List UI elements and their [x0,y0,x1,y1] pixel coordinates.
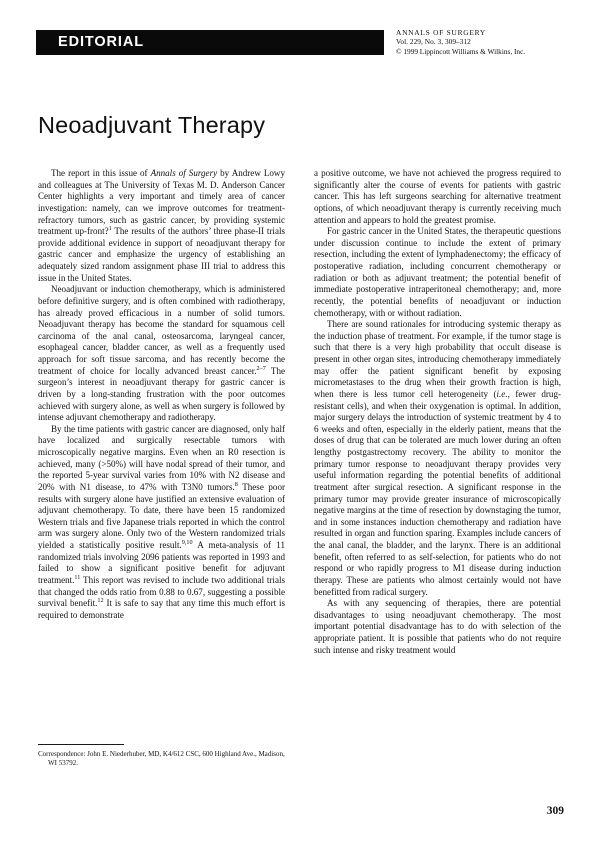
journal-citation-block [396,28,564,56]
body-column-right [314,168,561,656]
body-column-left [38,168,285,621]
page-number: 309 [546,805,564,817]
body-paragraph: a positive outcome, we have not achieved the progress required to significantly alter the course of events for patients with gastric cancer. This has left surgeons searching for alternative treatment options, of which neoadjuvant therapy is currently receiving much attention and appears to hold the greatest promise. [314,168,561,225]
editorial-section-bar [36,30,384,55]
journal-copyright-line: © 1999 Lippincott Williams & Wilkins, Inc. [396,46,526,56]
page-title: Neoadjuvant Therapy [38,111,266,138]
body-paragraph: For gastric cancer in the United States, the therapeutic questions under discussion continue to include the extent of primary resection, including the extent of lymphadenectomy; the efficacy of postoperative radiation, including concurrent chemotherapy or radiation or both as adjuvant treatment; the potential benefit of immediate postoperative intraperitoneal chemotherapy; and, more recently, the potential benefits of neoadjuvant or induction chemotherapy, with or without radiation. [314,226,561,318]
editorial-label: EDITORIAL [58,34,144,50]
correspondence-text: Correspondence: John E. Niederhuber, MD, K4/612 CSC, 600 Highland Ave., Madison, WI 53792. [38,750,285,768]
body-paragraph: Neoadjuvant or induction chemotherapy, which is administered before definitive surgery, and is often combined with radiotherapy, has already proved efficacious in a number of solid tumors. Neoadjuvant therapy has become the standard for squamous cell carcinoma of the anal canal, osteosarcoma, laryngeal cancer, esophageal cancer, bladder cancer, as well as a frequently used approach for soft tissue sarcoma, and has recently become the treatment of choice for locally advanced breast cancer.$^{2-7}$ The surgeon’s interest in neoadjuvant therapy for gastric cancer is driven by a long-standing frustration with the poor outcomes achieved with surgery alone, as well as when surgery is followed by intense adjuvant chemotherapy and radiotherapy. [38,284,285,423]
body-paragraph: As with any sequencing of therapies, there are potential disadvantages to using neoadjuvant chemotherapy. The most important potential disadvantage has to do with selection of the appropriate patient. It is possible that patients who do not require such intense and risky treatment would [314,598,561,655]
correspondence-footnote [38,744,285,768]
footnote-rule [38,744,124,745]
masthead [36,30,564,58]
journal-name: ANNALS OF SURGERY [396,28,486,37]
body-paragraph: By the time patients with gastric cancer are diagnosed, only half have localized and surgically resectable tumors with microscopically negative margins. Even when an R0 resection is achieved, many (>50%) will have nodal spread of their tumor, and the reported 5-year survival varies from 10% with N2 disease and 20% with N1 disease, to 47% with T3N0 tumors.$^8$ These poor results with surgery alone have justified an extensive evaluation of adjuvant chemotherapy. To date, there have been 15 randomized Western trials and five Japanese trials reported in which the control arm was surgery alone. Only two of the Western randomized trials yielded a statistically positive result.$^{9,10}$ A meta-analysis of 11 randomized trials involving 2096 patients was reported in 1993 and failed to show a significant positive benefit for adjuvant treatment.$^{11}$ This report was revised to include two additional trials that changed the odds ratio from 0.88 to 0.67, suggesting a possible survival benefit.$^{12}$ It is safe to say that any time this much effort is required to demonstrate [38,423,285,620]
body-paragraph: The report in this issue of Annals of Surgery by Andrew Lowy and colleagues at The University of Texas M. D. Anderson Cancer Center highlights a very important and timely area of cancer investigation: namely, can we improve outcomes for treatment-refractory tumors, such as gastric cancer, by providing systemic treatment up-front?$^1$ The results of the authors’ three phase-II trials provide additional evidence in support of neoadjuvant therapy for gastric cancer and emphasize the urgency of establishing an adequately sized random assignment phase III trial to address this issue in the United States. [38,168,285,283]
journal-volume-line: Vol. 229, No. 3, 309–312 [396,37,471,47]
body-paragraph: There are sound rationales for introducing systemic therapy as the induction phase of treatment. For example, if the tumor stage is such that there is a very high probability that occult disease is present in other organ sites, introducing chemotherapy immediately may offer the patient significant benefit by exposing micrometastases to the drug when their growth fraction is high, when there is less tumor cell heterogeneity (i.e., fewer drug-resistant cells), and when their oxygenation is optimal. In addition, major surgery delays the introduction of systemic treatment by 4 to 6 weeks and often, especially in the elderly patient, means that the doses of drug that can be tolerated are much lower during an often lengthy postgastrectomy recovery. The ability to monitor the primary tumor response to neoadjuvant therapy provides very useful information regarding the potential benefits of additional treatment after surgical resection. A significant response in the primary tumor may provide greater insurance of microscopically negative margins at the time of resection by downstaging the tumor, and in some instances induction chemotherapy and radiation have resulted in organ and function sparing. Examples include cancers of the anal canal, the bladder, and the larynx. There is an additional benefit, often referred to as self-selection, for patients who do not respond or who rapidly progress to M1 disease during induction therapy. These are patients who almost certainly would not have benefitted from radical surgery. [314,319,561,597]
